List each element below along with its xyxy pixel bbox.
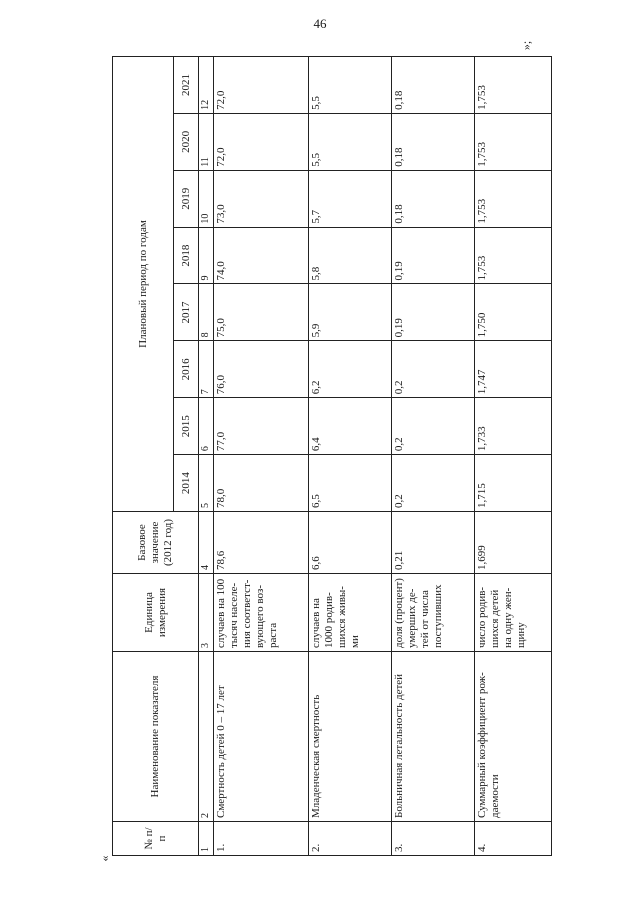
row-value: 78,0 <box>214 455 309 512</box>
column-index: 4 <box>199 512 214 574</box>
row-value: 0,18 <box>392 113 475 170</box>
page-number: 46 <box>313 16 327 31</box>
row-base: 1,699 <box>475 512 552 574</box>
header-unit: Единица измерения <box>113 574 199 652</box>
row-value: 5,7 <box>309 170 392 227</box>
column-index: 9 <box>199 227 214 284</box>
column-index: 12 <box>199 57 214 114</box>
column-index: 2 <box>199 652 214 822</box>
table-landscape <box>112 56 532 856</box>
row-name: Больничная летальность детей <box>392 652 475 822</box>
header-year: 2016 <box>174 341 199 398</box>
row-unit: число родив-шихся детей на одну жен-щину <box>475 574 552 652</box>
row-value: 1,733 <box>475 398 552 455</box>
header-year: 2019 <box>174 170 199 227</box>
row-value: 0,19 <box>392 284 475 341</box>
row-name: Младенческая смертность <box>309 652 392 822</box>
row-unit: случаев на 1000 родив-шихся живы-ми <box>309 574 392 652</box>
row-no: 2. <box>309 822 392 856</box>
indicators-table <box>112 56 552 856</box>
row-value: 76,0 <box>214 341 309 398</box>
row-value: 0,19 <box>392 227 475 284</box>
row-value: 75,0 <box>214 284 309 341</box>
row-value: 72,0 <box>214 113 309 170</box>
row-value: 0,18 <box>392 57 475 114</box>
header-year: 2018 <box>174 227 199 284</box>
row-unit: доля (процент) умерших де-тей от числа поступивших <box>392 574 475 652</box>
column-index: 5 <box>199 455 214 512</box>
row-no: 3. <box>392 822 475 856</box>
row-value: 1,715 <box>475 455 552 512</box>
row-value: 1,753 <box>475 227 552 284</box>
header-year: 2014 <box>174 455 199 512</box>
row-value: 0,18 <box>392 170 475 227</box>
row-value: 1,753 <box>475 170 552 227</box>
header-no: № п/п <box>113 822 199 856</box>
rotated-table-wrapper <box>112 56 532 856</box>
row-value: 1,753 <box>475 57 552 114</box>
row-value: 1,753 <box>475 113 552 170</box>
column-index: 10 <box>199 170 214 227</box>
row-value: 0,2 <box>392 341 475 398</box>
table-row <box>475 57 552 856</box>
table-row <box>392 57 475 856</box>
row-base: 78,6 <box>214 512 309 574</box>
header-year: 2020 <box>174 113 199 170</box>
row-value: 77,0 <box>214 398 309 455</box>
column-index: 8 <box>199 284 214 341</box>
header-year: 2015 <box>174 398 199 455</box>
row-value: 5,5 <box>309 57 392 114</box>
row-unit: случаев на 100 тысяч населе-ния соответст-вующего воз-раста <box>214 574 309 652</box>
row-name: Смертность детей 0 – 17 лет <box>214 652 309 822</box>
row-value: 6,2 <box>309 341 392 398</box>
header-row-main <box>113 57 174 856</box>
row-name: Суммарный коэффициент рож-даемости <box>475 652 552 822</box>
row-value: 0,2 <box>392 398 475 455</box>
column-index: 3 <box>199 574 214 652</box>
row-no: 1. <box>214 822 309 856</box>
header-plan: Плановый период по годам <box>113 57 174 512</box>
table-row <box>309 57 392 856</box>
row-value: 6,5 <box>309 455 392 512</box>
row-value: 5,8 <box>309 227 392 284</box>
row-value: 6,4 <box>309 398 392 455</box>
row-value: 1,750 <box>475 284 552 341</box>
row-no: 4. <box>475 822 552 856</box>
row-value: 0,2 <box>392 455 475 512</box>
column-index: 7 <box>199 341 214 398</box>
header-year: 2021 <box>174 57 199 114</box>
row-value: 1,747 <box>475 341 552 398</box>
row-value: 5,9 <box>309 284 392 341</box>
row-base: 6,6 <box>309 512 392 574</box>
header-name: Наименование показателя <box>113 652 199 822</box>
row-value: 5,5 <box>309 113 392 170</box>
closing-quote: »; <box>519 40 534 51</box>
row-value: 74,0 <box>214 227 309 284</box>
column-index: 11 <box>199 113 214 170</box>
row-value: 72,0 <box>214 57 309 114</box>
table-row <box>214 57 309 856</box>
row-value: 73,0 <box>214 170 309 227</box>
column-index-row <box>199 57 214 856</box>
opening-quote: « <box>97 855 112 862</box>
column-index: 6 <box>199 398 214 455</box>
row-base: 0,21 <box>392 512 475 574</box>
header-base: Базовое значение (2012 год) <box>113 512 199 574</box>
header-year: 2017 <box>174 284 199 341</box>
column-index: 1 <box>199 822 214 856</box>
